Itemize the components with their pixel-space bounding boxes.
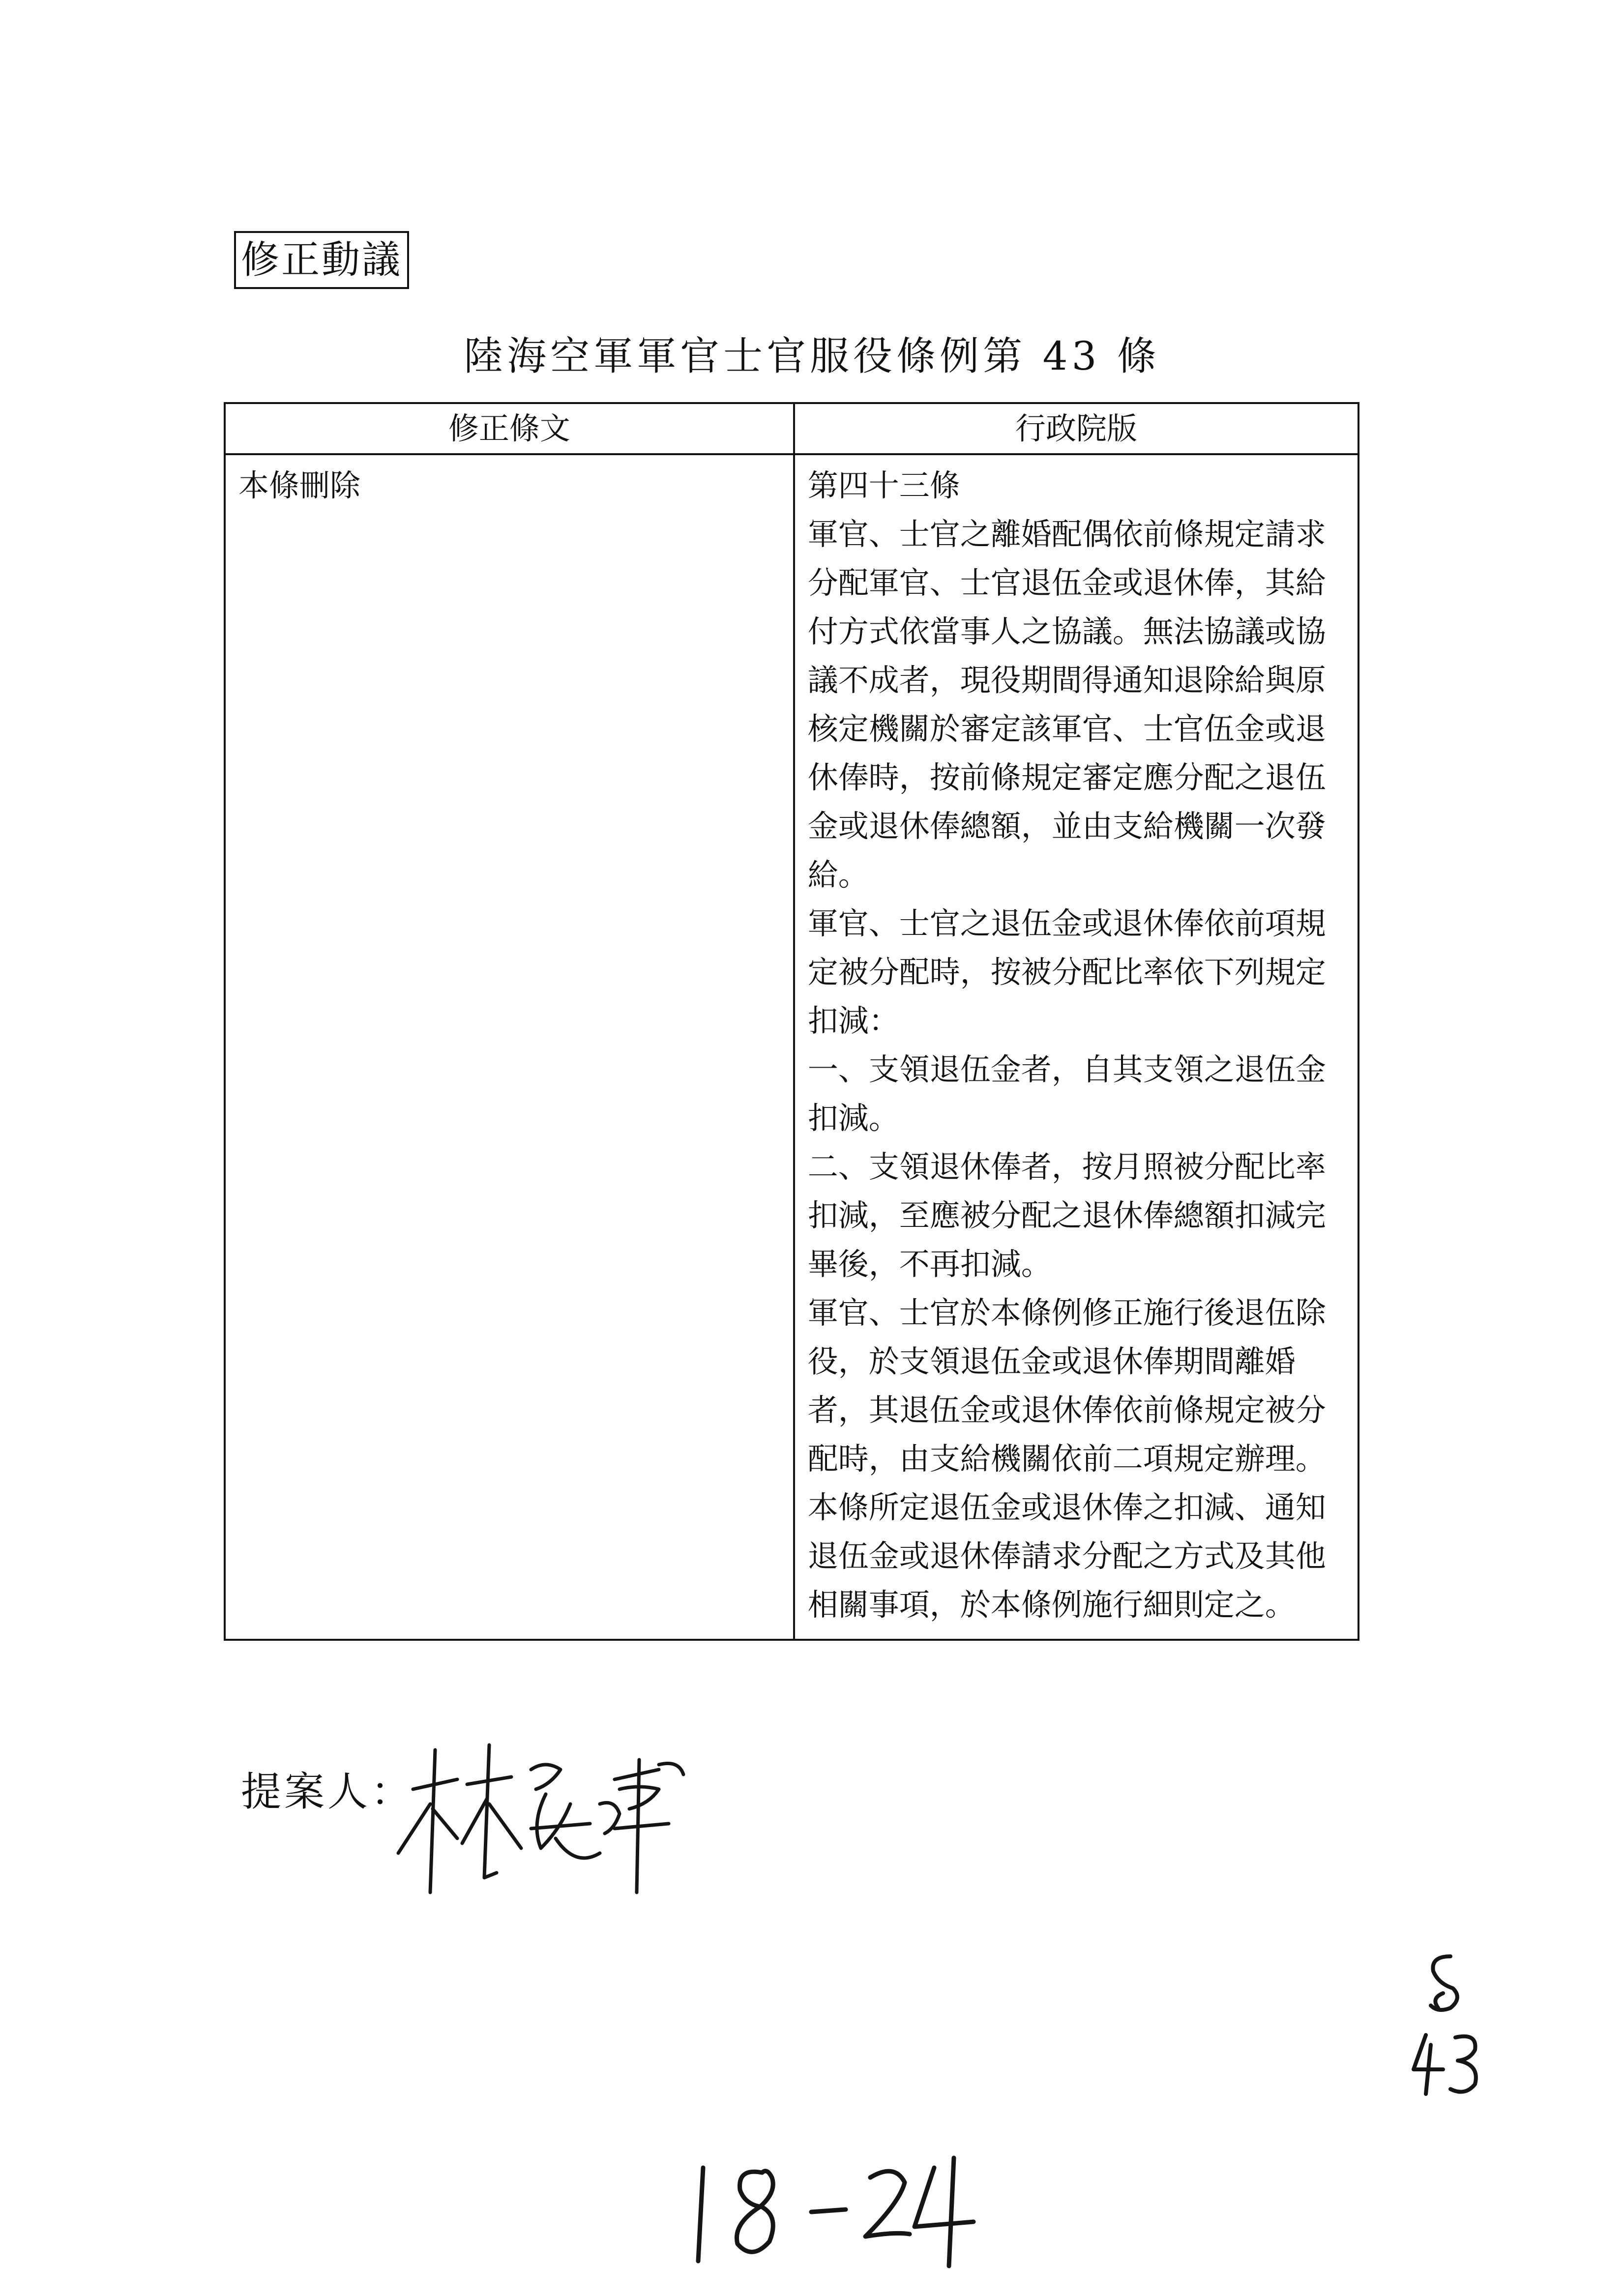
header-executive-version: 行政院版	[794, 403, 1358, 454]
handwritten-section-note	[1396, 1947, 1495, 2104]
table-row	[225, 454, 1358, 1640]
article-paragraph: 本條所定退伍金或退休俸之扣減、通知退伍金或退休俸請求分配之方式及其他相關事項，於本條例施行細則定之。	[807, 1489, 1326, 1623]
article-paragraph: 軍官、士官之離婚配偶依前條規定請求分配軍官、士官退伍金或退休俸，其給付方式依當事人之協議。無法協議或協議不成者，現役期間得通知退除給與原核定機關於審定該軍官、士官伍金或退休俸時，按前條規定審定應分配之退伍金或退休俸總額，並由支給機關一次發給。	[807, 516, 1326, 893]
proposer-label: 提案人：	[241, 1769, 414, 1815]
article-paragraph: 二、支領退休俸者，按月照被分配比率扣減，至應被分配之退休俸總額扣減完畢後，不再扣減。	[807, 1149, 1326, 1282]
motion-stamp-label: 修正動議	[234, 231, 409, 289]
document-title: 陸海空軍軍官士官服役條例第 43 條	[464, 333, 1160, 379]
executive-version-cell	[794, 454, 1358, 1640]
article-paragraph: 一、支領退伍金者，自其支領之退伍金扣減。	[807, 1051, 1326, 1136]
article-paragraph: 軍官、士官於本條例修正施行後退伍除役，於支領退伍金或退休俸期間離婚者，其退伍金或退休俸依前條規定被分配時，由支給機關依前二項規定辦理。	[807, 1295, 1326, 1477]
table-header-row	[225, 403, 1358, 454]
amended-text-cell: 本條刪除	[225, 454, 794, 1640]
comparison-table	[224, 402, 1359, 1641]
header-amended-text: 修正條文	[225, 403, 794, 454]
article-heading: 第四十三條	[807, 467, 960, 503]
article-paragraph: 軍官、士官之退伍金或退休俸依前項規定被分配時，按被分配比率依下列規定扣減：	[807, 905, 1326, 1039]
handwritten-signature	[384, 1730, 757, 1907]
handwritten-page-number	[679, 2138, 993, 2276]
